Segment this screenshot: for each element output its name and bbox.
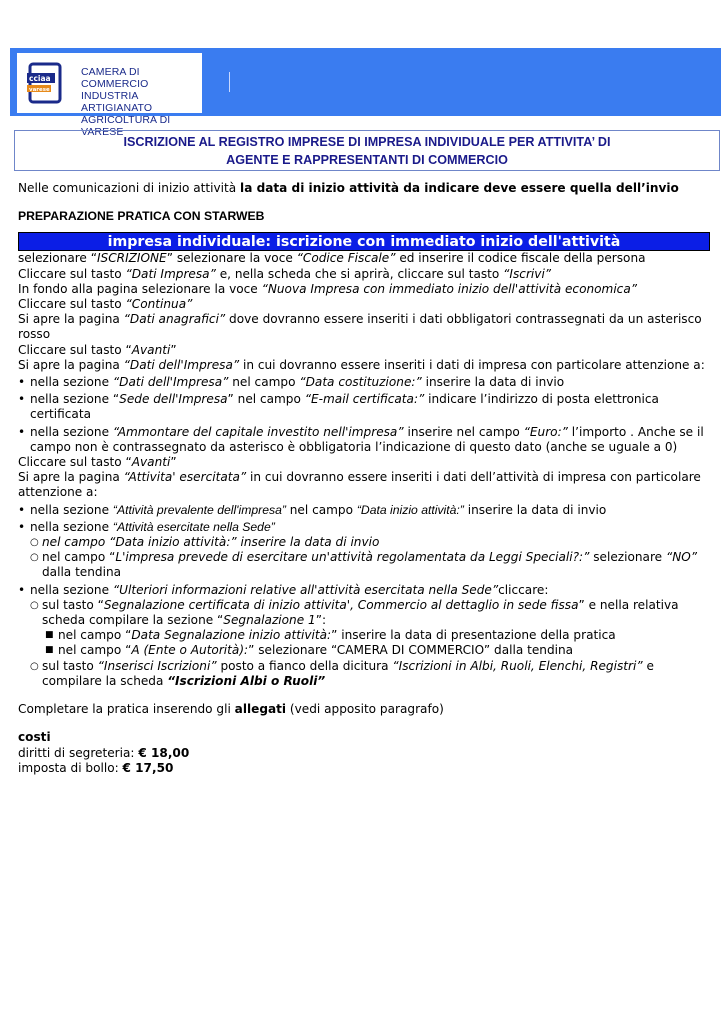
t: Avanti — [131, 342, 171, 357]
sub-list-item — [18, 659, 710, 689]
completion-paragraph — [18, 702, 710, 717]
t: Cliccare sul tasto — [18, 266, 126, 281]
bullet-icon: • — [18, 375, 26, 390]
t: “Euro:” — [523, 424, 568, 439]
t: ” e nella relativa scheda compilare la sezione “ — [42, 597, 679, 628]
t: imposta di bollo: — [18, 760, 123, 775]
t: indicare l’indirizzo di posta elettronica certificata — [30, 392, 659, 422]
t: ” inserire la data di presentazione della pratica — [331, 628, 616, 643]
t: ed inserire il codice fiscale della persona — [395, 251, 646, 266]
t: “Dati anagrafici” — [123, 312, 226, 327]
t: nella sezione “ — [30, 392, 120, 407]
t: Segnalazione 1 — [223, 613, 316, 628]
t: “E-mail certificata:” — [304, 392, 425, 407]
t: allegati — [234, 702, 287, 717]
cciaa-logo-icon — [27, 61, 69, 105]
document-body — [18, 181, 710, 776]
t: ”: — [315, 613, 327, 628]
list-item — [18, 520, 710, 535]
sub-list-item — [18, 598, 710, 628]
t: in cui dovranno essere inseriti i dati dell’attività di impresa con particolare attenzione a: — [18, 470, 701, 500]
t: sul tasto “ — [42, 597, 104, 612]
list-item — [18, 375, 710, 390]
org-line-1: CAMERA DI COMMERCIO — [81, 66, 149, 90]
t: “Ulteriori informazioni relative all'attività esercitata nella Sede” — [112, 582, 499, 597]
t: nella sezione — [30, 424, 113, 439]
svg-text:varese: varese — [29, 87, 50, 93]
step-5 — [18, 312, 710, 342]
t: nella sezione — [30, 582, 113, 597]
sub-list-item — [18, 535, 710, 550]
bullet-icon: • — [18, 519, 26, 534]
t: “Ammontare del capitale investito nell'impresa” — [112, 424, 404, 439]
t: ” — [170, 455, 177, 470]
t: Segnalazione certificata di inizio attivita', Commercio al dettaglio in sede fissa — [103, 597, 579, 612]
section-title-bar: impresa individuale: iscrizione con immediato inizio dell'attività — [18, 232, 710, 251]
banner-divider — [229, 72, 230, 92]
t: nel campo “ — [58, 643, 132, 658]
t: nel campo — [228, 375, 300, 390]
cost-line-bollo — [18, 761, 710, 776]
t: nella sezione — [30, 375, 113, 390]
svg-text:cciaa: cciaa — [29, 74, 51, 83]
t: (vedi apposito paragrafo) — [286, 702, 444, 717]
t: “Attività prevalente dell'impresa” — [112, 502, 286, 517]
t: inserire la data di invio — [463, 502, 607, 517]
t: l’importo . Anche se il campo non è contrassegnato da asterisco è obbligatoria l’indicazione di questo dato (anche se uguale a 0) — [30, 424, 704, 454]
t: posto a fianco della dicitura — [216, 658, 393, 673]
sub-list-item — [18, 550, 710, 580]
t: “Dati dell'Impresa” — [112, 375, 229, 390]
t: L'impresa prevede di esercitare un'attività regolamentata da Leggi Speciali?:” — [115, 550, 590, 565]
org-line-3: AGRICOLTURA DI VARESE — [81, 114, 171, 138]
t: “Codice Fiscale” — [296, 251, 396, 266]
bullet-icon: • — [18, 392, 26, 407]
t: “Iscrivi” — [503, 266, 552, 281]
bullet-icon: • — [18, 582, 26, 597]
t: “Data costituzione:” — [299, 375, 422, 390]
square-bullet-icon: ■ — [45, 645, 54, 656]
t: e compilare la scheda — [42, 658, 654, 688]
t: “Inserisci Iscrizioni” — [97, 658, 217, 673]
title-line-2: AGENTE E RAPPRESENTANTI DI COMMERCIO — [226, 153, 508, 167]
t: costi — [18, 730, 51, 745]
spacer — [18, 717, 710, 730]
step-4 — [18, 297, 710, 312]
t: dalla tendina — [42, 565, 122, 580]
t: sul tasto — [42, 658, 98, 673]
t: Sede dell'Impresa — [119, 392, 228, 407]
t: nella sezione — [30, 502, 113, 517]
t: “Nuova Impresa con immediato inizio dell'attività economica” — [261, 281, 637, 296]
t: “NO” — [665, 550, 698, 565]
t: in cui dovranno essere inseriti i dati di impresa con particolare attenzione a: — [239, 357, 705, 372]
t: “Attivita' esercitata” — [123, 470, 247, 485]
t: nel campo “Data inizio attività:” inserire la data di invio — [42, 535, 380, 550]
t: selezionare — [589, 550, 666, 565]
t: Cliccare sul tasto “ — [18, 455, 132, 470]
t: Avanti — [131, 455, 171, 470]
sub-sub-list-item — [18, 643, 710, 658]
step-8 — [18, 455, 710, 470]
t: Cliccare sul tasto “ — [18, 342, 132, 357]
bullet-icon: • — [18, 424, 26, 439]
t: A (Ente o Autorità): — [131, 643, 249, 658]
list-item — [18, 503, 710, 518]
circle-bullet-icon: ○ — [30, 599, 39, 611]
t: Si apre la pagina — [18, 470, 124, 485]
t: “Dati Impresa” — [125, 266, 216, 281]
t: ” nel campo — [227, 392, 305, 407]
t: ” — [170, 342, 177, 357]
t: inserire nel campo — [403, 424, 524, 439]
t: Data Segnalazione inizio attività: — [131, 628, 332, 643]
step-7 — [18, 358, 710, 373]
t: “Dati dell'Impresa” — [123, 357, 240, 372]
intro-text: Nelle comunicazioni di inizio attività — [18, 181, 241, 195]
sub-sub-list-item — [18, 628, 710, 643]
t: nella sezione — [30, 519, 113, 534]
t: ” selezionare la voce — [166, 251, 297, 266]
step-9 — [18, 470, 710, 500]
t: e, nella scheda che si aprirà, cliccare sul tasto — [215, 266, 504, 281]
t: Si apre la pagina — [18, 357, 124, 372]
circle-bullet-icon: ○ — [30, 537, 39, 549]
t: ISCRIZIONE — [96, 251, 167, 266]
t: € 17,50 — [122, 760, 174, 775]
title-line-1: ISCRIZIONE AL REGISTRO IMPRESE DI IMPRESA INDIVIDUALE PER ATTIVITA’ DI — [123, 135, 611, 149]
org-line-2: INDUSTRIA ARTIGIANATO — [81, 90, 153, 114]
t: ” selezionare “CAMERA DI COMMERCIO” dalla tendina — [248, 643, 574, 658]
document-title — [14, 130, 720, 171]
step-6 — [18, 343, 710, 358]
logo — [17, 53, 202, 138]
circle-bullet-icon: ○ — [30, 552, 39, 564]
t: inserire la data di invio — [421, 375, 565, 390]
costs-heading — [18, 730, 710, 745]
t: diritti di segreteria: — [18, 745, 139, 760]
t: Si apre la pagina — [18, 312, 124, 327]
bullet-list-attivita — [18, 503, 710, 689]
step-3 — [18, 282, 710, 297]
t: “Continua” — [125, 297, 193, 312]
t: “Attività esercitate nella Sede” — [112, 519, 275, 534]
list-item — [18, 583, 710, 598]
t: nel campo “ — [42, 550, 116, 565]
t: “Iscrizioni Albi o Ruoli” — [167, 673, 326, 688]
t: “Iscrizioni in Albi, Ruoli, Elenchi, Registri” — [392, 658, 643, 673]
circle-bullet-icon: ○ — [30, 660, 39, 672]
step-1 — [18, 251, 710, 266]
t: Completare la pratica inserendo gli — [18, 702, 235, 717]
intro-bold: la data di inizio attività da indicare deve essere quella dell’invio — [240, 181, 679, 195]
bullet-icon: • — [18, 502, 26, 517]
t: dove dovranno essere inseriti i dati obbligatori contrassegnati da un asterisco rosso — [18, 312, 702, 342]
prep-heading: PREPARAZIONE PRATICA CON STARWEB — [18, 209, 265, 224]
t: Cliccare sul tasto — [18, 297, 126, 312]
t: € 18,00 — [138, 745, 190, 760]
list-item — [18, 392, 710, 422]
t: “Data inizio attività:” — [356, 502, 464, 517]
t: selezionare “ — [18, 251, 97, 266]
step-2 — [18, 267, 710, 282]
t: In fondo alla pagina selezionare la voce — [18, 281, 262, 296]
square-bullet-icon: ■ — [45, 630, 54, 641]
t: nel campo “ — [58, 628, 132, 643]
org-name — [81, 66, 202, 138]
cost-line-segreteria — [18, 746, 710, 761]
t: cliccare: — [498, 582, 549, 597]
t: nel campo — [285, 502, 357, 517]
bullet-list-impresa — [18, 375, 710, 455]
spacer — [18, 689, 710, 702]
list-item — [18, 425, 710, 455]
intro-paragraph — [18, 181, 710, 196]
